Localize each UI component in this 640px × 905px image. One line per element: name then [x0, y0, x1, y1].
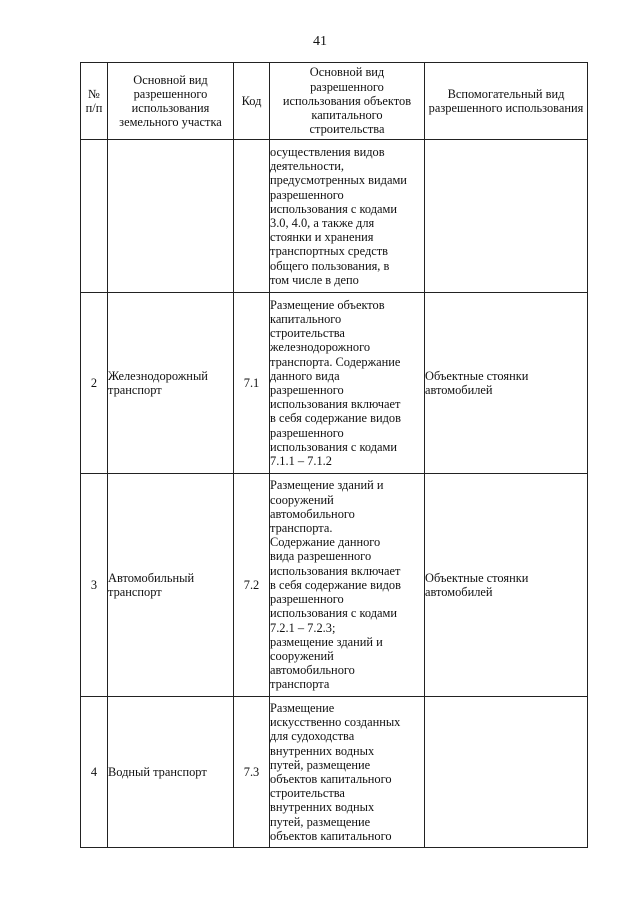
land-use-table — [80, 62, 588, 848]
aux-line: автомобилей — [425, 383, 493, 397]
header-num-line: п/п — [85, 101, 103, 115]
desc-line: разрешенного — [270, 425, 344, 440]
desc-line: разрешенного — [270, 383, 344, 397]
header-main-kind-line: использования — [131, 101, 210, 115]
row-code-cell — [234, 140, 270, 293]
desc-line: сооружений — [270, 648, 334, 663]
desc-line: разрешенного — [270, 187, 344, 202]
kind-line: Железнодорожный — [108, 368, 208, 383]
row-num-cell: 4 — [81, 697, 108, 848]
page-number: 41 — [313, 34, 327, 49]
desc-line: осуществления видов — [270, 144, 385, 159]
desc-line: 7.1.1 – 7.1.2 — [270, 454, 332, 469]
table-row — [81, 697, 588, 848]
header-main-kind-line: разрешенного — [133, 86, 208, 101]
desc-line: автомобильного — [270, 506, 355, 521]
header-capital-line: разрешенного — [310, 79, 384, 94]
desc-line: искусственно созданных — [270, 715, 401, 730]
desc-line: общего пользования, в — [270, 258, 390, 273]
aux-line: автомобилей — [425, 585, 493, 599]
desc-line: использования с кодами — [270, 201, 397, 216]
desc-line: Размещение объектов — [270, 297, 385, 312]
desc-line: объектов капитального — [270, 772, 392, 786]
desc-line: стоянки и хранения — [270, 230, 374, 245]
desc-line: данного вида — [270, 368, 340, 383]
header-num — [81, 63, 108, 140]
header-main-kind-line: Основной вид — [133, 72, 208, 87]
desc-line: том числе в депо — [270, 272, 359, 287]
desc-line: в себя содержание видов — [270, 577, 401, 592]
desc-line: 7.2.1 – 7.2.3; — [270, 620, 336, 635]
desc-line: автомобильного — [270, 663, 355, 678]
row-desc-cell — [270, 697, 425, 848]
desc-line: железнодорожного — [270, 340, 371, 355]
desc-line: путей, размещение — [270, 814, 371, 829]
desc-line: строительства — [270, 786, 345, 801]
aux-line: Объектные стоянки — [425, 368, 529, 383]
desc-line: разрешенного — [270, 592, 344, 607]
desc-line: в себя содержание видов — [270, 411, 401, 426]
header-capital-line: строительства — [309, 122, 385, 137]
header-num-line: № — [88, 86, 100, 101]
table-row — [81, 474, 588, 697]
row-num-cell: 3 — [81, 474, 108, 697]
header-capital-line: Основной вид — [309, 65, 385, 80]
row-desc-cell — [270, 293, 425, 474]
header-aux-kind — [425, 63, 588, 140]
desc-line: 3.0, 4.0, а также для — [270, 216, 375, 230]
desc-line: сооружений — [270, 492, 334, 507]
row-aux-cell — [425, 293, 588, 474]
desc-line: деятельности, — [270, 159, 345, 174]
header-capital-line: капитального — [311, 108, 383, 123]
row-aux-cell — [425, 140, 588, 293]
header-code — [234, 63, 270, 140]
desc-line: внутренних водных — [270, 800, 375, 815]
row-kind-cell — [108, 697, 234, 848]
header-code-line: Код — [241, 93, 262, 108]
desc-line: Размещение зданий и — [270, 478, 384, 493]
desc-line: объектов капитального — [270, 828, 392, 843]
desc-line: для судоходства — [270, 729, 355, 744]
desc-line: транспортных средств — [270, 244, 389, 259]
table-row — [81, 140, 588, 293]
desc-line: использования включает — [270, 563, 401, 578]
header-main-kind — [108, 63, 234, 140]
row-desc-cell — [270, 474, 425, 697]
desc-line: транспорта — [270, 677, 330, 692]
desc-line: вида разрешенного — [270, 549, 372, 564]
header-aux-line: разрешенного использования — [428, 101, 584, 115]
desc-line: капитального — [270, 311, 342, 326]
row-aux-cell — [425, 697, 588, 848]
desc-line: внутренних водных — [270, 743, 375, 758]
row-kind-cell — [108, 474, 234, 697]
header-capital-line: использования объектов — [282, 93, 412, 108]
desc-line: транспорта. — [270, 521, 333, 536]
desc-line: путей, размещение — [270, 757, 371, 772]
desc-line: транспорта. Содержание — [270, 354, 401, 369]
header-main-kind-line: земельного участка — [119, 115, 222, 130]
row-desc-cell — [270, 140, 425, 293]
row-code-cell: 7.3 — [234, 697, 270, 848]
desc-line: предусмотренных видами — [270, 173, 407, 188]
header-main-kind-capital — [270, 63, 425, 140]
desc-line: использования с кодами — [270, 606, 397, 621]
table-row — [81, 293, 588, 474]
desc-line: Содержание данного — [270, 535, 381, 550]
table-header-row — [81, 63, 588, 140]
header-aux-line: Вспомогательный вид — [447, 86, 565, 101]
row-kind-cell — [108, 293, 234, 474]
desc-line: Размещение — [270, 700, 335, 715]
desc-line: строительства — [270, 326, 345, 341]
kind-line: Водный транспорт — [108, 764, 207, 779]
desc-line: размещение зданий и — [270, 634, 383, 649]
row-num-cell — [81, 140, 108, 293]
row-code-cell: 7.1 — [234, 293, 270, 474]
desc-line: использования с кодами — [270, 439, 397, 454]
kind-line: транспорт — [108, 383, 162, 397]
aux-line: Объектные стоянки — [425, 570, 529, 585]
desc-line: использования включает — [270, 397, 401, 412]
row-code-cell: 7.2 — [234, 474, 270, 697]
row-num-cell: 2 — [81, 293, 108, 474]
kind-line: транспорт — [108, 585, 162, 599]
kind-line: Автомобильный — [108, 570, 195, 585]
row-aux-cell — [425, 474, 588, 697]
row-kind-cell — [108, 140, 234, 293]
